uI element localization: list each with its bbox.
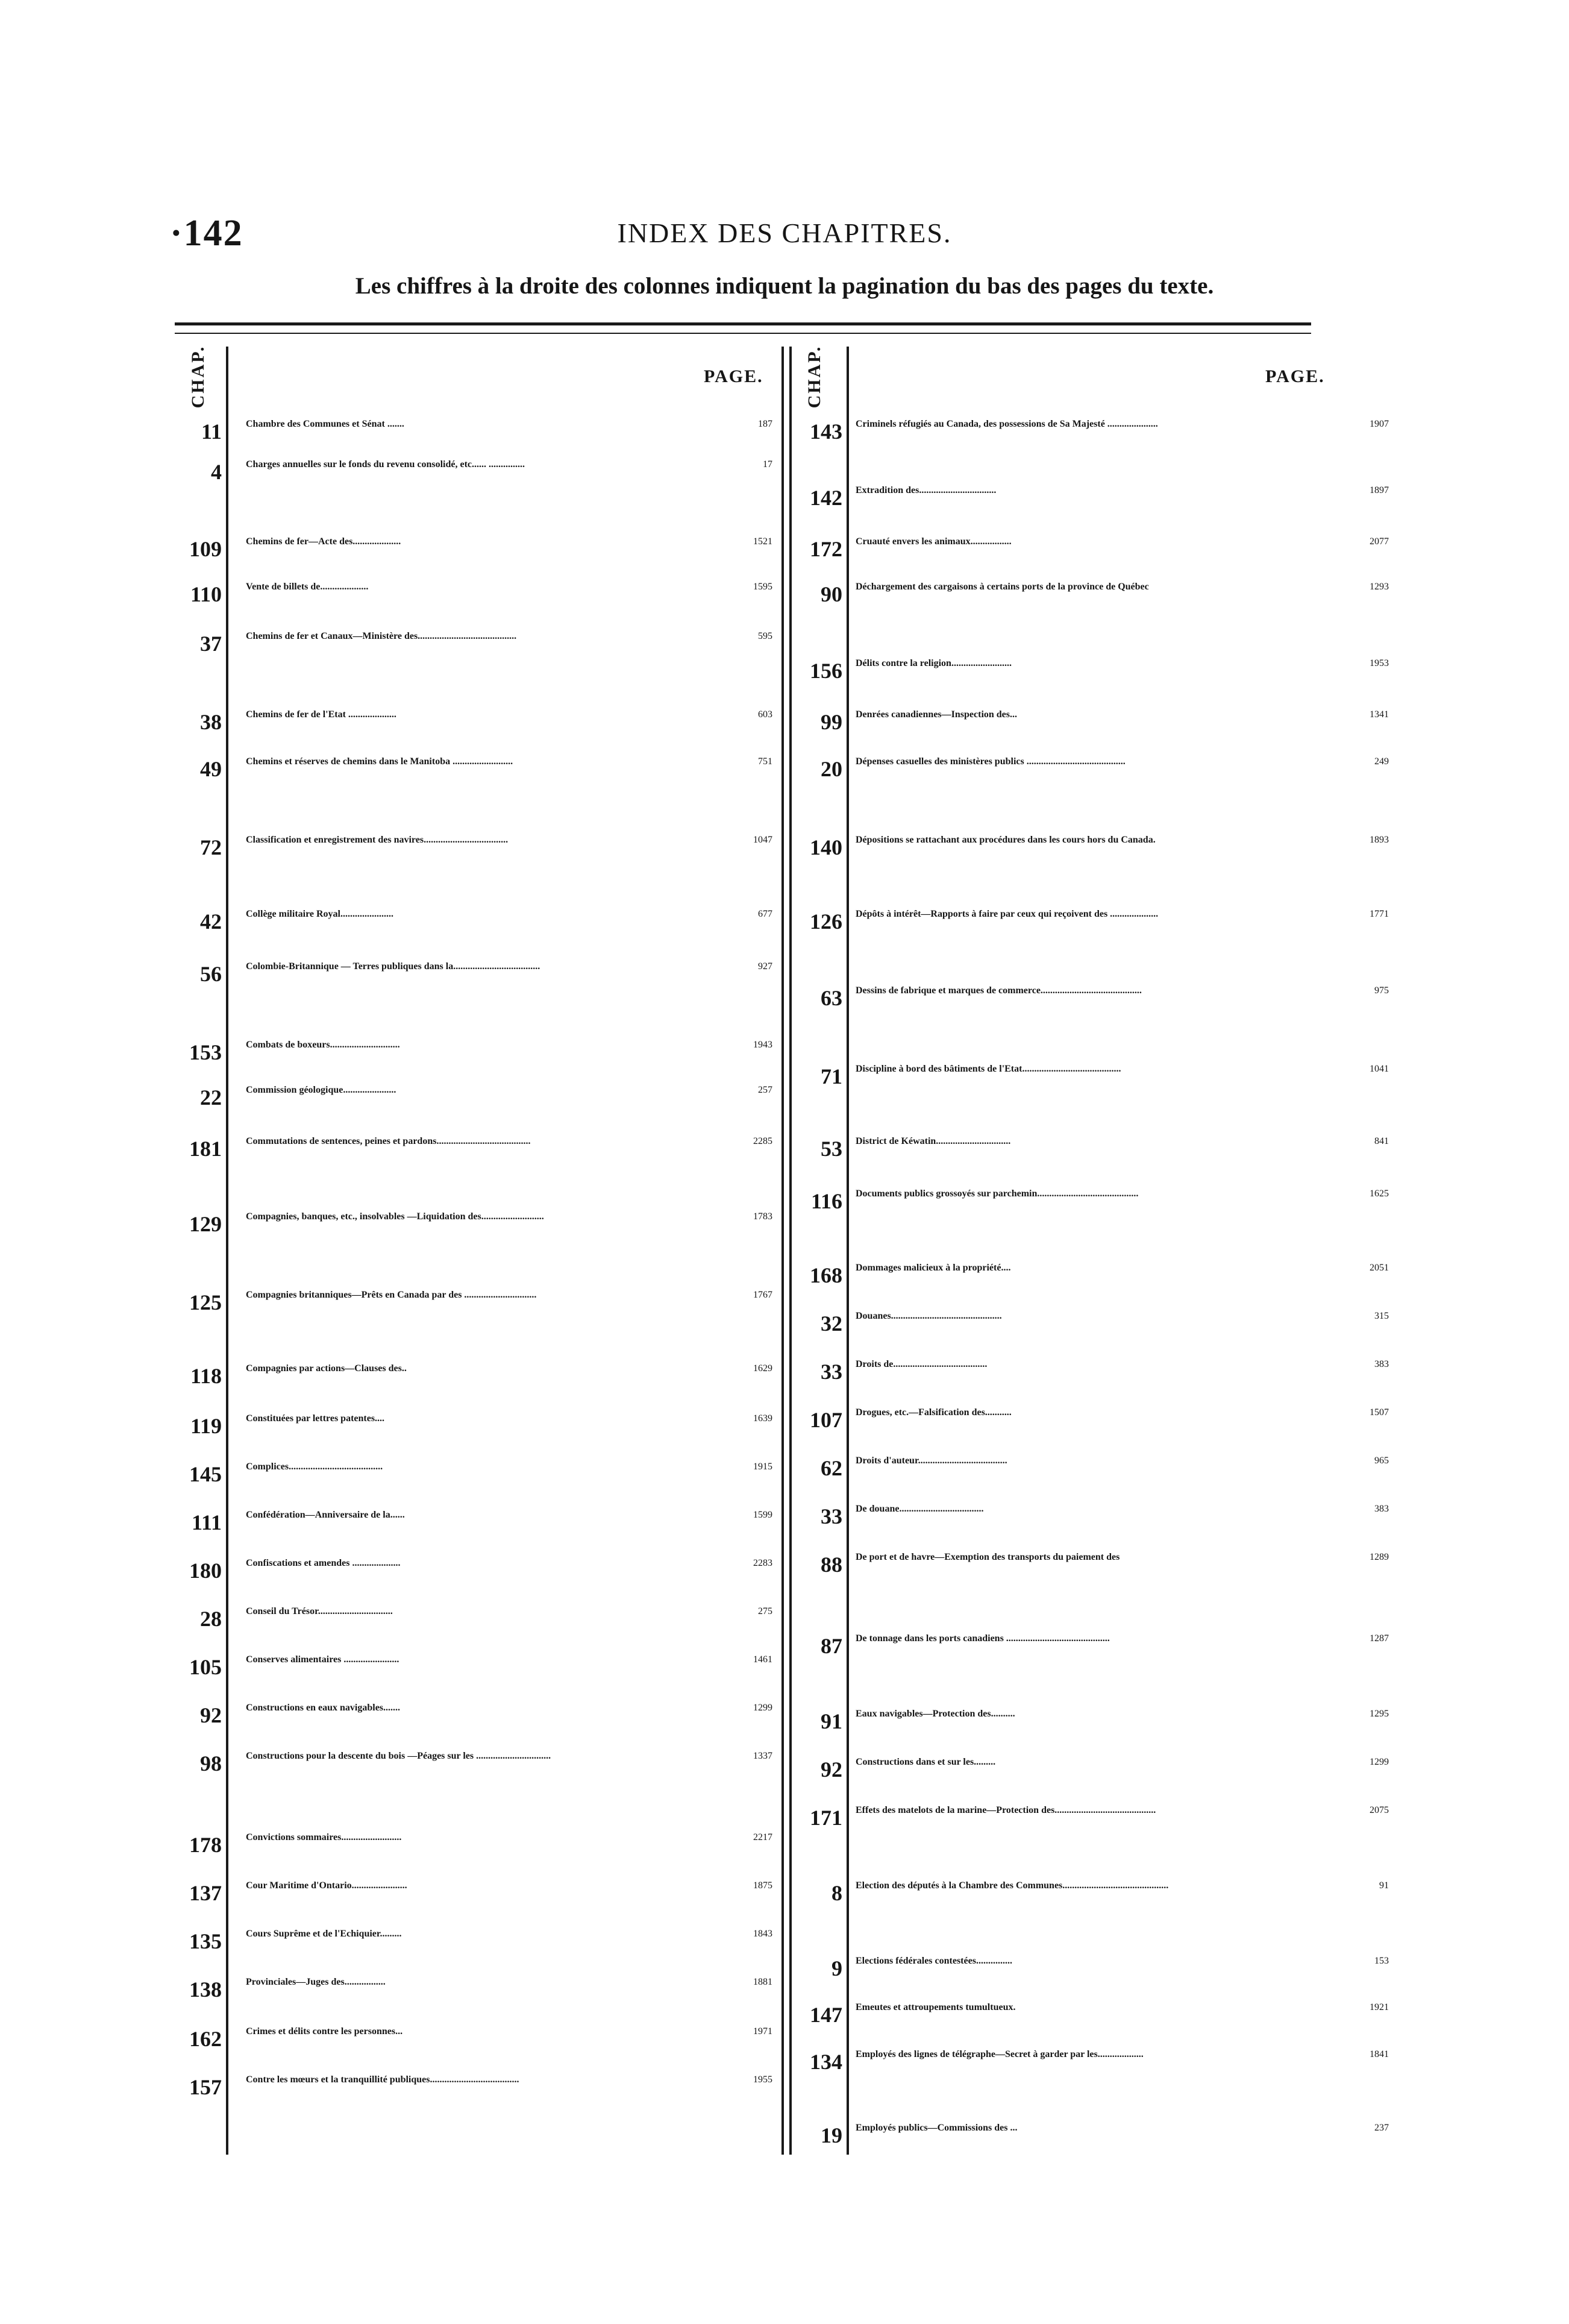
index-entry-title: Compagnies, banques, etc., insolvables —Liquidation des..........................: [246, 1211, 544, 1222]
chapter-number: 134: [810, 2050, 842, 2074]
page-reference: 1767: [753, 1290, 772, 1300]
page-reference: 677: [758, 909, 772, 919]
page-reference: 1293: [1370, 582, 1389, 592]
chapter-number: 37: [200, 632, 222, 656]
chapter-number: 178: [189, 1833, 222, 1857]
index-entry-title: Compagnies britanniques—Prêts en Canada par des ..............................: [246, 1290, 537, 1300]
chapter-number: 72: [200, 835, 222, 859]
index-entry-title: De douane...................................: [856, 1504, 984, 1514]
page-reference: 1783: [753, 1211, 772, 1222]
index-entry-title: Délits contre la religion.........................: [856, 658, 1012, 668]
page-reference: 2075: [1370, 1805, 1389, 1815]
index-entry-title: Cour Maritime d'Ontario.......................: [246, 1880, 407, 1891]
index-entry-title: Employés publics—Commissions des ...: [856, 2123, 1018, 2133]
index-entry-title: Contre les mœurs et la tranquillité publiques.....................................: [246, 2074, 519, 2085]
page-reference: 1299: [753, 1703, 772, 1713]
index-entry-title: Crimes et délits contre les personnes...: [246, 2026, 403, 2037]
chapter-number: 147: [810, 2003, 842, 2027]
index-entry-title: Documents publics grossoyés sur parchemin..........................................: [856, 1189, 1139, 1199]
chapter-number: 9: [831, 1956, 842, 1980]
index-entry-title: Confédération—Anniversaire de la......: [246, 1510, 405, 1520]
chapter-number: 119: [190, 1414, 222, 1438]
chapter-number: 168: [810, 1263, 842, 1287]
page-reference: 2077: [1370, 536, 1389, 547]
page-reference: 249: [1374, 756, 1389, 767]
page-reference: 603: [758, 709, 772, 720]
index-entry-title: De tonnage dans les ports canadiens ...........................................: [856, 1633, 1110, 1644]
chapter-number: 19: [821, 2123, 842, 2147]
page-reference: 17: [763, 459, 772, 470]
index-entry-title: Vente de billets de....................: [246, 582, 369, 592]
index-entry-title: Chemins de fer et Canaux—Ministère des.........................................: [246, 631, 517, 641]
index-entry-title: Complices.......................................: [246, 1462, 383, 1472]
index-entry-title: Dessins de fabrique et marques de commerce..........................................: [856, 985, 1142, 996]
index-entry-title: Constructions dans et sur les.........: [856, 1757, 996, 1767]
chapter-number: 171: [810, 1806, 842, 1830]
chapter-number: 28: [200, 1607, 222, 1631]
page-reference: 91: [1379, 1880, 1389, 1891]
page-number: ·142: [170, 213, 243, 254]
index-entry-title: Douanes..............................................: [856, 1311, 1002, 1321]
index-entry-title: Classification et enregistrement des navires...................................: [246, 835, 509, 845]
page-reference: 1897: [1370, 485, 1389, 495]
index-entry-title: Conseil du Trésor...............................: [246, 1606, 393, 1616]
chapter-number: 110: [190, 582, 222, 606]
page-column-header: PAGE.: [704, 366, 763, 386]
page-reference: 1893: [1370, 835, 1389, 845]
index-entry-title: Charges annuelles sur le fonds du revenu consolidé, etc...... ...............: [246, 459, 525, 470]
index-entry-title: Criminels réfugiés au Canada, des possessions de Sa Majesté .....................: [856, 419, 1158, 429]
chapter-number: 118: [190, 1364, 222, 1388]
chapter-number: 22: [200, 1085, 222, 1110]
chapter-number: 138: [189, 1977, 222, 2002]
page-reference: 2051: [1370, 1263, 1389, 1273]
chapter-number: 98: [200, 1751, 222, 1776]
index-entry-title: Commutations de sentences, peines et pardons.......................................: [246, 1136, 531, 1146]
chapter-number: 4: [211, 460, 222, 484]
index-entry-title: District de Kéwatin...............................: [856, 1136, 1011, 1146]
index-entry-title: Dépôts à intérêt—Rapports à faire par ceux qui reçoivent des ....................: [856, 909, 1159, 919]
chap-column-header: CHAP.: [804, 345, 824, 409]
index-entry-title: Combats de boxeurs.............................: [246, 1040, 400, 1050]
page-reference: 841: [1374, 1136, 1389, 1146]
chapter-number: 88: [821, 1553, 842, 1577]
page-reference: 1639: [753, 1413, 772, 1424]
index-entry-title: Elections fédérales contestées...............: [856, 1956, 1012, 1966]
chapter-number: 126: [810, 909, 842, 934]
page-reference: 1629: [753, 1363, 772, 1374]
index-entry-title: Dépenses casuelles des ministères publics .........................................: [856, 756, 1126, 767]
chapter-number: 145: [189, 1462, 222, 1486]
index-entry-title: Constructions pour la descente du bois —Péages sur les ...............................: [246, 1751, 551, 1761]
chapter-number: 116: [810, 1189, 842, 1213]
chapter-number: 32: [821, 1311, 842, 1336]
index-entry-title: Dommages malicieux à la propriété....: [856, 1263, 1011, 1273]
index-entry-title: Cruauté envers les animaux.................: [856, 536, 1012, 547]
page-reference: 2285: [753, 1136, 772, 1146]
page-reference: 927: [758, 961, 772, 972]
page-reference: 1625: [1370, 1189, 1389, 1199]
page-reference: 965: [1374, 1456, 1389, 1466]
page-reference: 1289: [1370, 1552, 1389, 1562]
page-reference: 275: [758, 1606, 772, 1616]
chapter-number: 181: [189, 1137, 222, 1161]
chapter-number: 129: [189, 1212, 222, 1236]
chapter-number: 157: [189, 2075, 222, 2099]
index-entry-title: Employés des lignes de télégraphe—Secret à garder par les...................: [856, 2049, 1144, 2059]
page-reference: 1461: [753, 1654, 772, 1665]
chapter-number: 56: [200, 962, 222, 986]
chapter-number: 125: [189, 1290, 222, 1314]
chapter-number: 111: [191, 1510, 222, 1534]
index-entry-title: Effets des matelots de la marine—Protection des..........................................: [856, 1805, 1156, 1815]
index-entry-title: Droits de.......................................: [856, 1359, 988, 1369]
page-reference: 1337: [753, 1751, 772, 1761]
index-entry-title: Droits d'auteur.....................................: [856, 1456, 1007, 1466]
index-entry-title: Cours Suprême et de l'Echiquier.........: [246, 1929, 402, 1939]
index-entry-title: Dépositions se rattachant aux procédures dans les cours hors du Canada.: [856, 835, 1156, 845]
chapter-number: 11: [201, 419, 222, 444]
page-reference: 1287: [1370, 1633, 1389, 1644]
page-reference: 1295: [1370, 1709, 1389, 1719]
page-reference: 1521: [753, 536, 772, 547]
index-entry-title: Election des députés à la Chambre des Communes............................................: [856, 1880, 1169, 1891]
page-reference: 1915: [753, 1462, 772, 1472]
index-entry-title: Confiscations et amendes ....................: [246, 1558, 401, 1568]
page-reference: 1041: [1370, 1064, 1389, 1074]
page-reference: 315: [1374, 1311, 1389, 1321]
chapter-number: 53: [821, 1137, 842, 1161]
page-reference: 237: [1374, 2123, 1389, 2133]
chapter-number: 71: [821, 1064, 842, 1088]
chapter-number: 90: [821, 582, 842, 606]
index-entry-title: Déchargement des cargaisons à certains ports de la province de Québec: [856, 582, 1149, 592]
page-reference: 1771: [1370, 909, 1389, 919]
page-reference: 257: [758, 1085, 772, 1095]
index-entry-title: Collège militaire Royal......................: [246, 909, 393, 919]
chapter-number: 153: [189, 1040, 222, 1064]
chapter-number: 8: [831, 1881, 842, 1905]
page-reference: 1595: [753, 582, 772, 592]
chapter-number: 172: [810, 537, 842, 561]
index-entry-title: Denrées canadiennes—Inspection des...: [856, 709, 1018, 720]
page-reference: 1299: [1370, 1757, 1389, 1767]
chapter-number: 109: [189, 537, 222, 561]
chapter-number: 92: [200, 1703, 222, 1727]
chapter-number: 142: [810, 486, 842, 510]
index-entry-title: Constructions en eaux navigables.......: [246, 1703, 401, 1713]
chapter-number: 156: [810, 659, 842, 683]
chapter-number: 33: [821, 1504, 842, 1528]
index-entry-title: Chemins de fer—Acte des....................: [246, 536, 401, 547]
chapter-number: 62: [821, 1456, 842, 1480]
index-entry-title: Emeutes et attroupements tumultueux.: [856, 2002, 1016, 2012]
index-entry-title: Chemins de fer de l'Etat ....................: [246, 709, 396, 720]
page-reference: 153: [1374, 1956, 1389, 1966]
page-reference: 1907: [1370, 419, 1389, 429]
chapter-number: 99: [821, 710, 842, 734]
page-reference: 1953: [1370, 658, 1389, 668]
page-reference: 1047: [753, 835, 772, 845]
chap-column-header: CHAP.: [188, 345, 208, 409]
chapter-number: 92: [821, 1757, 842, 1782]
page-reference: 1881: [753, 1977, 772, 1987]
chapter-number: 91: [821, 1709, 842, 1733]
page-reference: 975: [1374, 985, 1389, 996]
page-reference: 1599: [753, 1510, 772, 1520]
chapter-number: 20: [821, 757, 842, 781]
page-reference: 1955: [753, 2074, 772, 2085]
chapter-number: 63: [821, 986, 842, 1010]
subtitle-note: Les chiffres à la droite des colonnes indiquent la pagination du bas des pages du texte.: [355, 273, 1214, 299]
chapter-number: 33: [821, 1360, 842, 1384]
index-entry-title: Drogues, etc.—Falsification des...........: [856, 1407, 1012, 1418]
page-reference: 1921: [1370, 2002, 1389, 2012]
page-reference: 1875: [753, 1880, 772, 1891]
chapter-number: 38: [200, 710, 222, 734]
index-entry-title: Eaux navigables—Protection des..........: [856, 1709, 1015, 1719]
page-column-header: PAGE.: [1265, 366, 1325, 386]
index-entry-title: Constituées par lettres patentes....: [246, 1413, 385, 1424]
chapter-number: 143: [810, 419, 842, 444]
page-reference: 1943: [753, 1040, 772, 1050]
chapter-number: 140: [810, 835, 842, 859]
chapter-number: 137: [189, 1881, 222, 1905]
page-reference: 1507: [1370, 1407, 1389, 1418]
index-entry-title: Compagnies par actions—Clauses des..: [246, 1363, 407, 1374]
index-entry-title: Discipline à bord des bâtiments de l'Etat.........................................: [856, 1064, 1121, 1074]
index-entry-title: Extradition des................................: [856, 485, 997, 495]
page-reference: 187: [758, 419, 772, 429]
page-reference: 1843: [753, 1929, 772, 1939]
chapter-number: 135: [189, 1929, 222, 1953]
chapter-number: 180: [189, 1559, 222, 1583]
page-reference: 2283: [753, 1558, 772, 1568]
chapter-number: 42: [200, 909, 222, 934]
index-entry-title: Chemins et réserves de chemins dans le Manitoba .........................: [246, 756, 513, 767]
page-reference: 2217: [753, 1832, 772, 1842]
page-reference: 1341: [1370, 709, 1389, 720]
index-entry-title: Convictions sommaires.........................: [246, 1832, 402, 1842]
page-reference: 1971: [753, 2026, 772, 2037]
index-entry-title: Conserves alimentaires .......................: [246, 1654, 399, 1665]
page-reference: 595: [758, 631, 772, 641]
index-entry-title: Colombie-Britannique — Terres publiques dans la....................................: [246, 961, 540, 972]
running-title: INDEX DES CHAPITRES.: [617, 218, 952, 248]
chapter-number: 49: [200, 757, 222, 781]
page-reference: 383: [1374, 1359, 1389, 1369]
index-entry-title: De port et de havre—Exemption des transports du paiement des: [856, 1552, 1120, 1562]
chapter-number: 107: [810, 1408, 842, 1432]
index-entry-title: Chambre des Communes et Sénat .......: [246, 419, 404, 429]
chapter-number: 162: [189, 2027, 222, 2051]
page-reference: 751: [758, 756, 772, 767]
index-entry-title: Provinciales—Juges des.................: [246, 1977, 386, 1987]
chapter-number: 87: [821, 1634, 842, 1658]
page-reference: 383: [1374, 1504, 1389, 1514]
chapter-number: 105: [189, 1655, 222, 1679]
index-entry-title: Commission géologique......................: [246, 1085, 396, 1095]
page-reference: 1841: [1370, 2049, 1389, 2059]
